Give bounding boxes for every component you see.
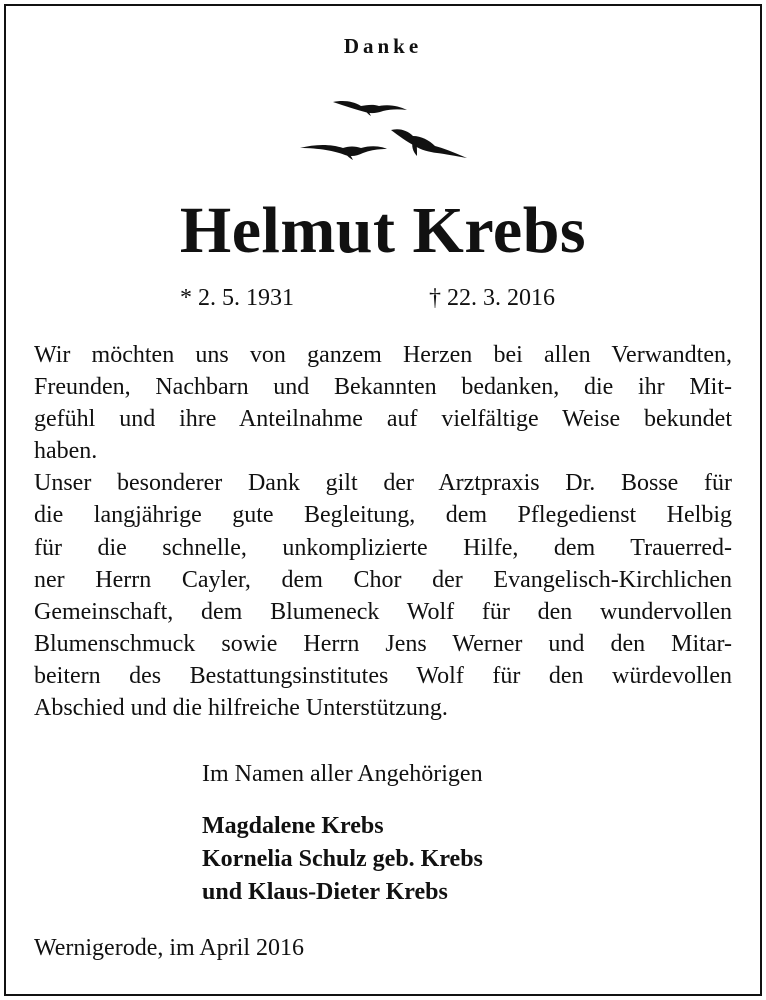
paragraph-line: Freunden, Nachbarn und Bekannten bedanken, die ihr Mit-	[34, 374, 732, 401]
paragraph-line: für die schnelle, unkomplizierte Hilfe, dem Trauerred-	[34, 534, 732, 561]
paragraph-line: die langjährige gute Begleitung, dem Pflegedienst Helbig	[34, 502, 732, 529]
signatory-name: Magdalene Krebs	[202, 813, 384, 839]
paragraph-line: Gemeinschaft, dem Blumeneck Wolf für den wundervollen	[34, 598, 732, 625]
thanks-paragraph	[34, 339, 732, 724]
flying-birds-icon	[295, 92, 475, 168]
paragraph-line: gefühl und ihre Anteilnahme auf vielfältige Weise bekundet	[34, 406, 732, 433]
paragraph-line: Wir möchten uns von ganzem Herzen bei allen Verwandten,	[34, 342, 732, 368]
notice-heading: Danke	[343, 34, 423, 58]
paragraph-line: Abschied und die hilfreiche Unterstützung.	[34, 695, 448, 722]
paragraph-line: Blumenschmuck sowie Herrn Jens Werner und den Mitar-	[34, 630, 732, 657]
paragraph-line: haben.	[34, 438, 98, 465]
signatories	[202, 810, 483, 909]
place-and-date: Wernigerode, im April 2016	[34, 935, 305, 961]
paragraph-line: Unser besonderer Dank gilt der Arztpraxis Dr. Bosse für	[34, 470, 732, 497]
paragraph-line: beitern des Bestattungsinstitutes Wolf für den würdevollen	[34, 662, 732, 689]
closing-line: Im Namen aller Angehörigen	[202, 761, 483, 787]
deceased-name: Helmut Krebs	[179, 194, 587, 267]
signatory-name: Kornelia Schulz geb. Krebs	[202, 846, 483, 872]
death-date: † 22. 3. 2016	[429, 285, 555, 311]
birth-date: * 2. 5. 1931	[180, 285, 294, 311]
signatory-name: und Klaus-Dieter Krebs	[202, 879, 448, 905]
paragraph-line: ner Herrn Cayler, dem Chor der Evangelisch-Kirchlichen	[34, 566, 732, 593]
